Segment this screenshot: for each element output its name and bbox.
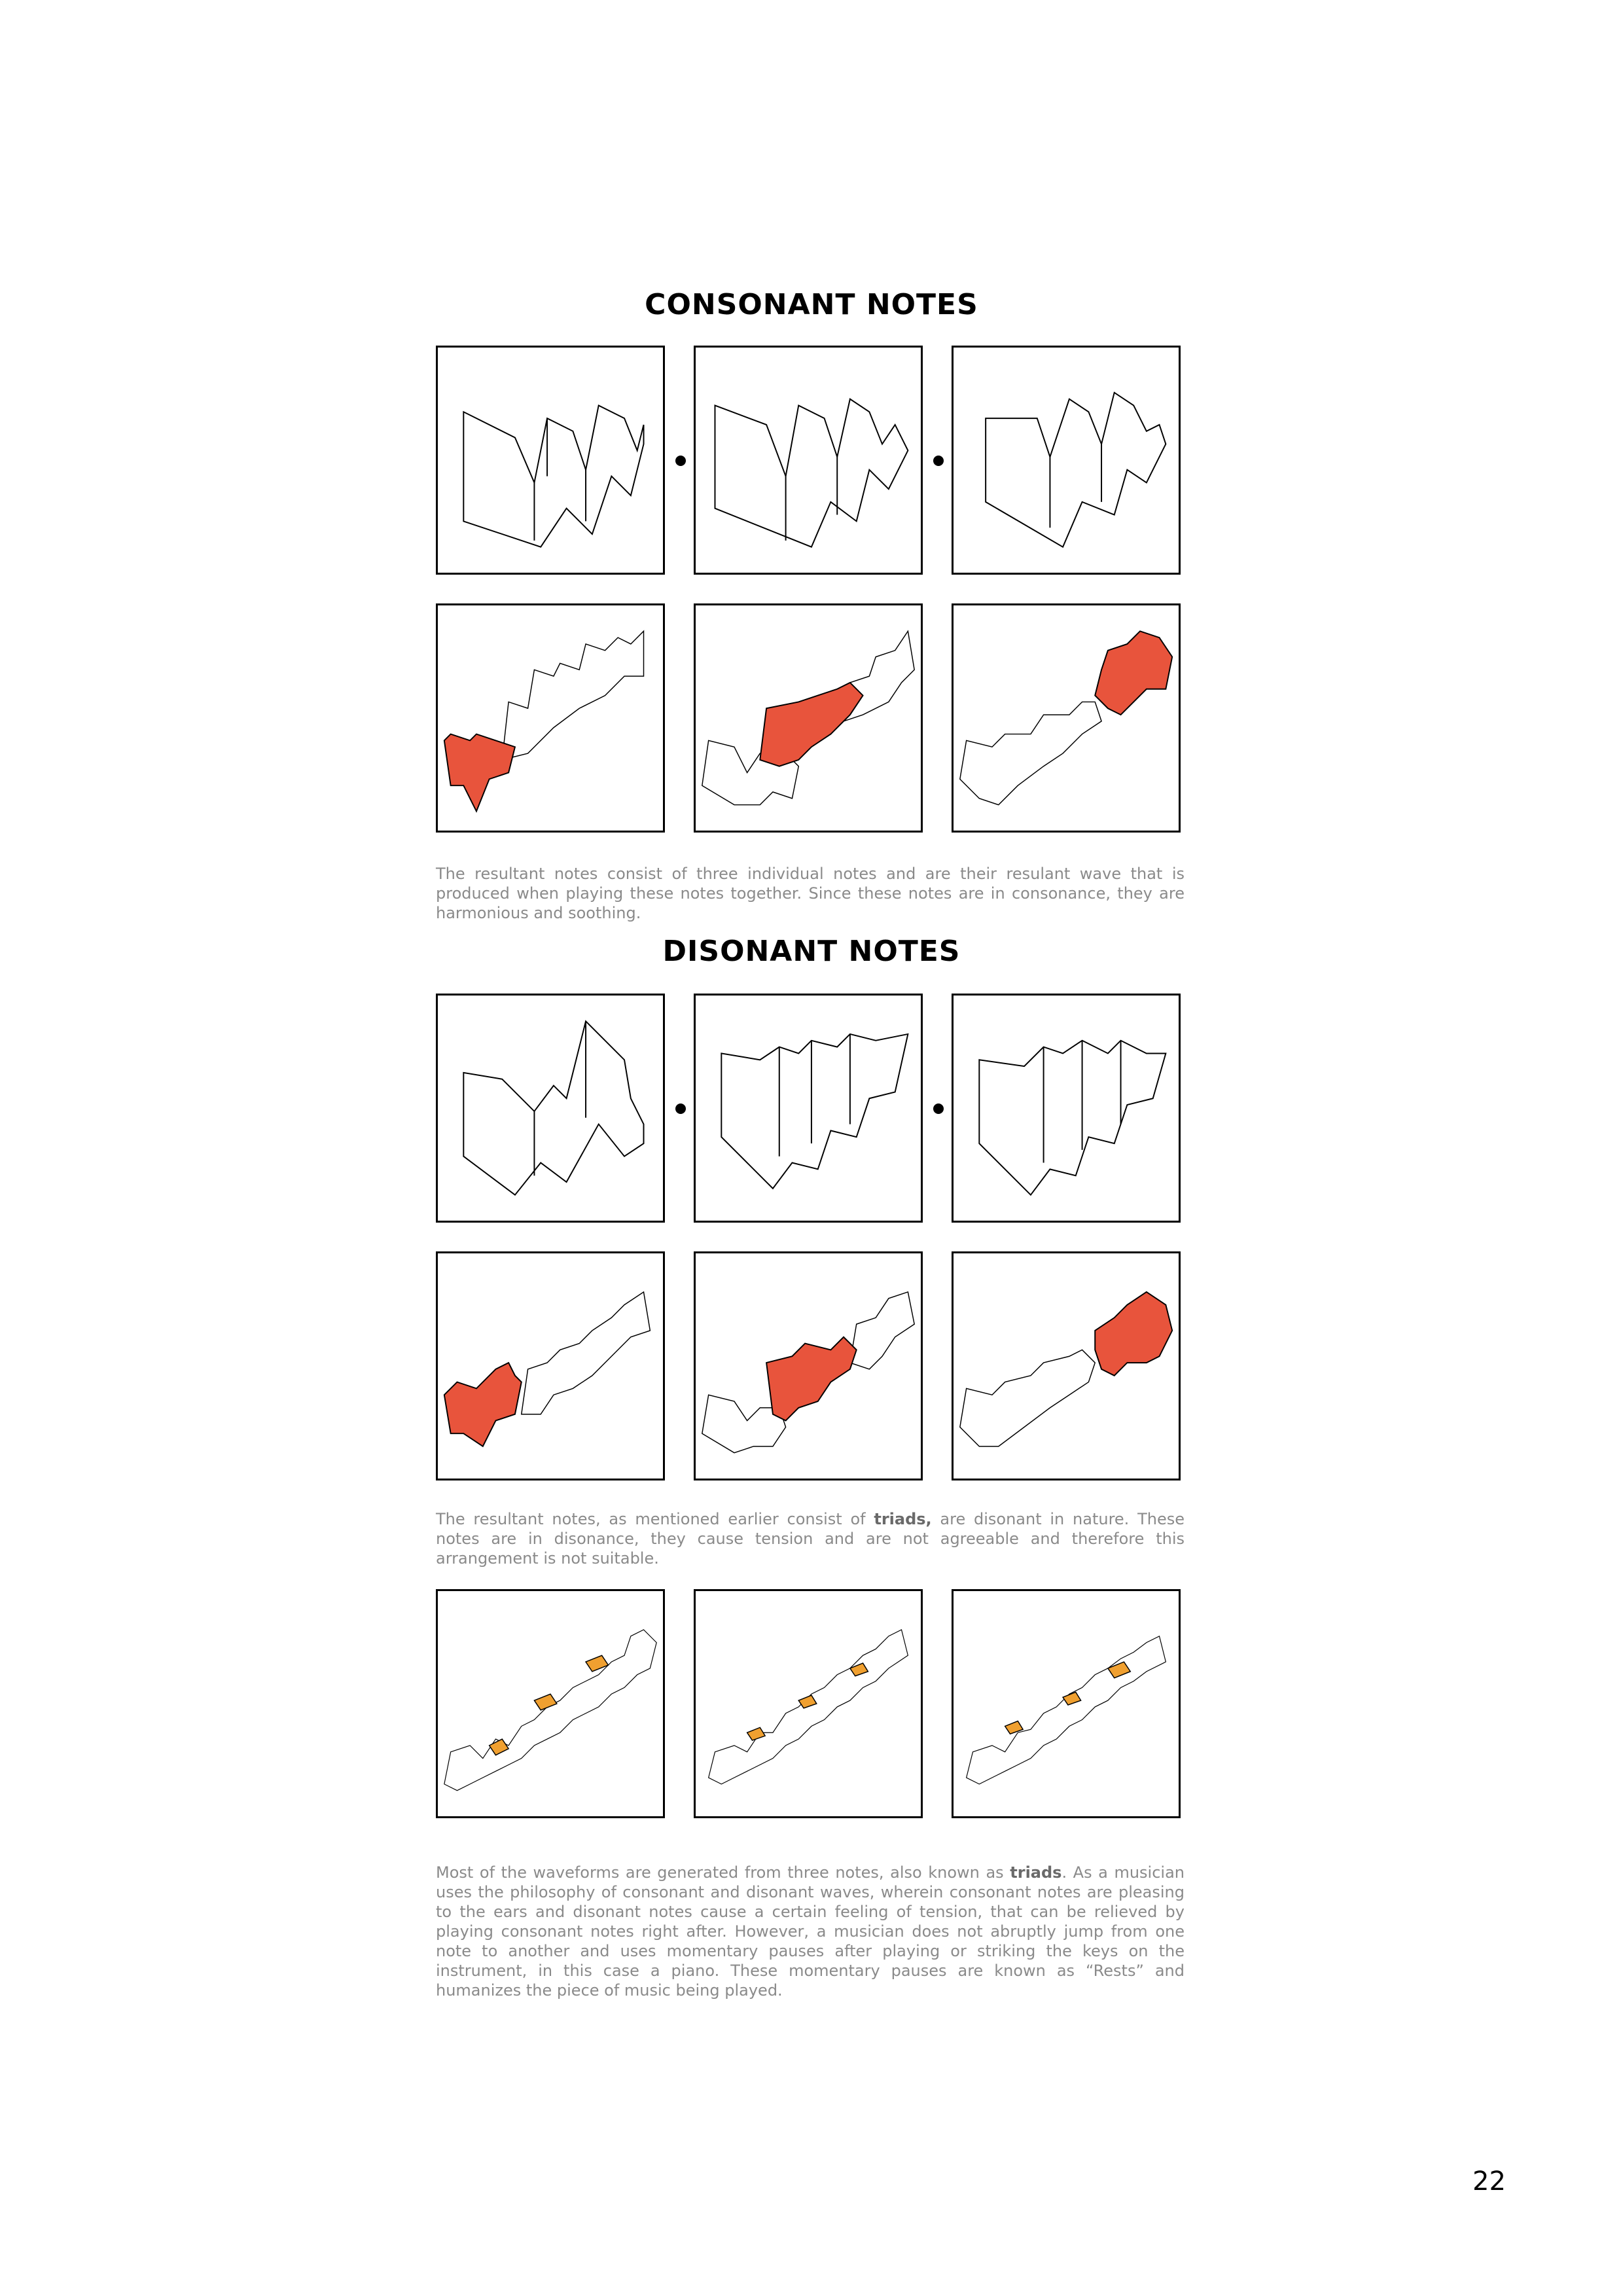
consonant-resultant-3-diagram bbox=[952, 603, 1181, 833]
dissonant-notes-title: DISONANT NOTES bbox=[662, 935, 961, 968]
dissonant-note-3-diagram bbox=[952, 994, 1181, 1223]
dissonant-caption bbox=[436, 1509, 1185, 1568]
rests-diagram-3 bbox=[952, 1589, 1181, 1818]
dissonant-note-1-diagram bbox=[436, 994, 665, 1223]
dissonant-caption-bold: triads, bbox=[874, 1510, 932, 1528]
consonant-caption: The resultant notes consist of three individual notes and are their resulant wave that is produced when playing these notes together. Since these notes are in consonance, they are harmonious and soothing. bbox=[436, 865, 1185, 922]
multiply-dot bbox=[933, 1103, 944, 1114]
multiply-dot bbox=[933, 456, 944, 466]
consonant-note-3-diagram bbox=[952, 346, 1181, 575]
page-number: 22 bbox=[1472, 2166, 1506, 2197]
consonant-note-1-diagram bbox=[436, 346, 665, 575]
rests-paragraph bbox=[436, 1863, 1185, 2000]
consonant-note-2-diagram bbox=[694, 346, 923, 575]
rests-text-bold: triads bbox=[1010, 1863, 1062, 1882]
rests-diagram-2 bbox=[694, 1589, 923, 1818]
rests-text: Most of the waveforms are generated from three notes, also known as bbox=[436, 1863, 1010, 1882]
multiply-dot bbox=[675, 456, 686, 466]
dissonant-resultant-2-diagram bbox=[694, 1251, 923, 1480]
rests-text: . As a musician uses the philosophy of consonant and disonant waves, wherein consonant notes are pleasing to the ears and disonant notes cause a certain feeling of tension, that can be relieved by playing consonant notes right after. However, a musician does not abruptly jump from one note to another and uses momentary pauses after playing or striking the keys on the instrument, in this case a piano. These momentary pauses are known as “Rests” and humanizes the piece of music being played. bbox=[436, 1863, 1185, 2000]
dissonant-resultant-3-diagram bbox=[952, 1251, 1181, 1480]
consonant-resultant-2-diagram bbox=[694, 603, 923, 833]
multiply-dot bbox=[675, 1103, 686, 1114]
consonant-notes-title: CONSONANT NOTES bbox=[645, 288, 978, 321]
dissonant-caption-text: The resultant notes, as mentioned earlier consist of bbox=[436, 1510, 874, 1528]
consonant-resultant-1-diagram bbox=[436, 603, 665, 833]
dissonant-resultant-1-diagram bbox=[436, 1251, 665, 1480]
rests-diagram-1 bbox=[436, 1589, 665, 1818]
dissonant-caption-text: are disonant in nature. These notes are in disonance, they cause tension and are not agreeable and therefore this arrangement is not suitable. bbox=[436, 1510, 1185, 1568]
dissonant-note-2-diagram bbox=[694, 994, 923, 1223]
